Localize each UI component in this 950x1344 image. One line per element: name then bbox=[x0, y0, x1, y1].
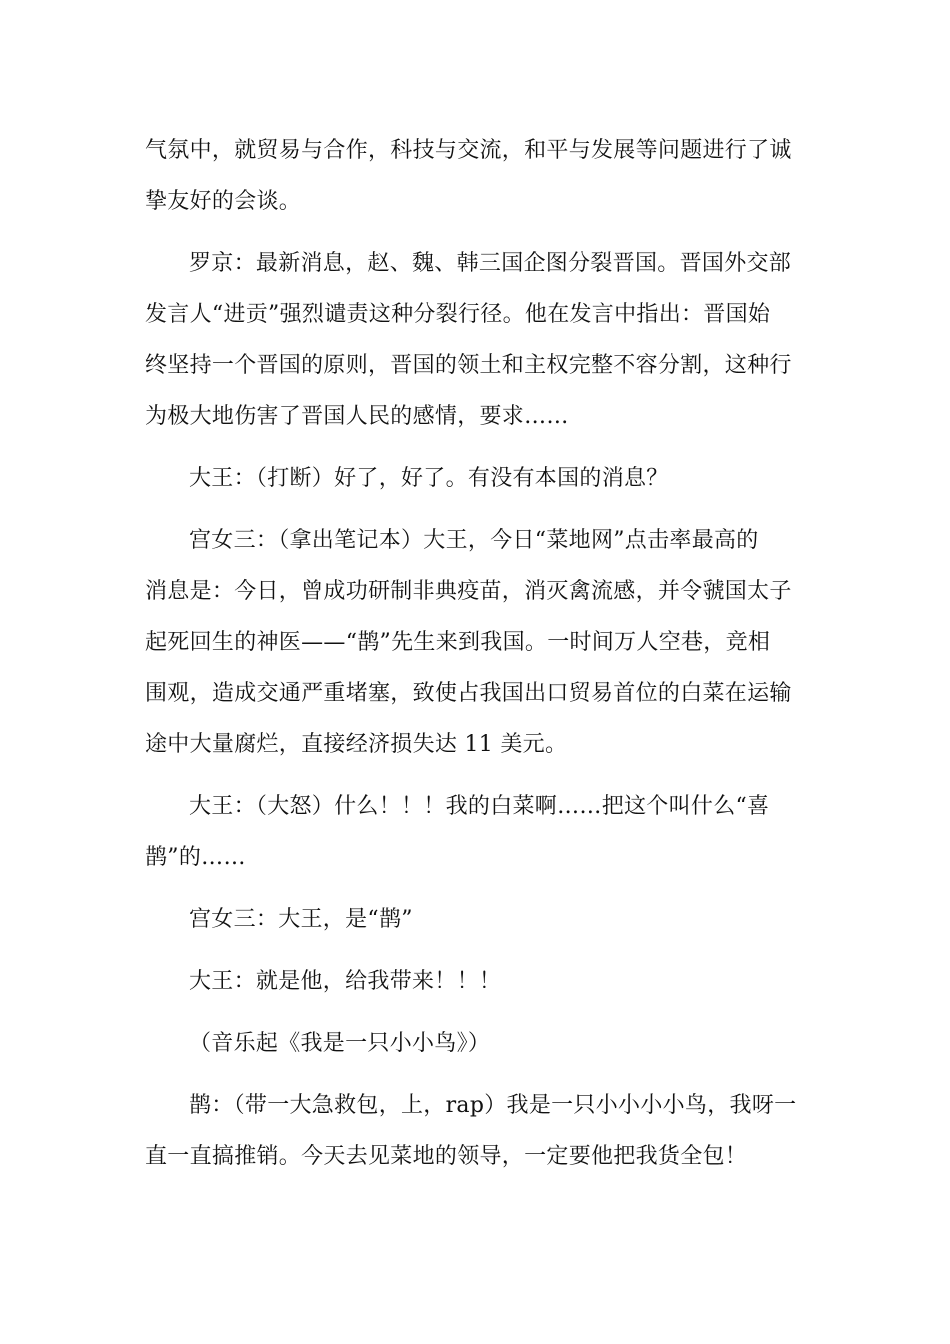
text-line: 终坚持一个晋国的原则，晋国的领土和主权完整不容分割，这种行 bbox=[145, 353, 792, 378]
text-line: 发言人“进贡”强烈谴责这种分裂行径。他在发言中指出：晋国始 bbox=[145, 302, 771, 327]
text-line: 围观，造成交通严重堵塞，致使占我国出口贸易首位的白菜在运输 bbox=[145, 681, 792, 706]
text-line: 大王：（大怒）什么！！！我的白菜啊……把这个叫什么“喜 bbox=[189, 794, 770, 819]
paragraph-6 bbox=[145, 894, 810, 945]
text-line: 起死回生的神医——“鹊”先生来到我国。一时间万人空巷，竞相 bbox=[145, 630, 771, 655]
text-line: 直一直搞推销。今天去见菜地的领导，一定要他把我货全包！ bbox=[145, 1144, 748, 1169]
text-line: 挚友好的会谈。 bbox=[145, 189, 302, 214]
text-line: 鹊：（带一大急救包，上，rap）我是一只小小小小鸟，我呀一 bbox=[189, 1093, 797, 1118]
text-line: （音乐起《我是一只小小鸟》） bbox=[189, 1031, 491, 1056]
paragraph-3 bbox=[145, 453, 810, 504]
text-line: 消息是：今日，曾成功研制非典疫苗，消灭禽流感，并令虢国太子 bbox=[145, 579, 792, 604]
text-line: 大王：（打断）好了，好了。有没有本国的消息？ bbox=[189, 466, 669, 491]
paragraph-5 bbox=[145, 781, 810, 883]
paragraph-7 bbox=[145, 956, 810, 1007]
text-line: 大王：就是他，给我带来！！！ bbox=[189, 969, 502, 994]
text-line: 宫女三：大王，是“鹊” bbox=[189, 907, 413, 932]
text-line: 宫女三：（拿出笔记本）大王，今日“菜地网”点击率最高的 bbox=[189, 528, 759, 553]
document-page bbox=[145, 125, 810, 1182]
paragraph-2 bbox=[145, 238, 810, 442]
text-line: 气氛中，就贸易与合作，科技与交流，和平与发展等问题进行了诚 bbox=[145, 138, 792, 163]
text-line: 为极大地伤害了晋国人民的感情，要求…… bbox=[145, 404, 569, 429]
paragraph-8 bbox=[145, 1018, 810, 1069]
text-line: 鹊”的…… bbox=[145, 845, 246, 870]
text-line: 罗京：最新消息，赵、魏、韩三国企图分裂晋国。晋国外交部 bbox=[189, 251, 792, 276]
paragraph-9 bbox=[145, 1080, 810, 1182]
paragraph-4 bbox=[145, 515, 810, 770]
text-line: 途中大量腐烂，直接经济损失达 11 美元。 bbox=[145, 732, 568, 757]
paragraph-1 bbox=[145, 125, 810, 227]
